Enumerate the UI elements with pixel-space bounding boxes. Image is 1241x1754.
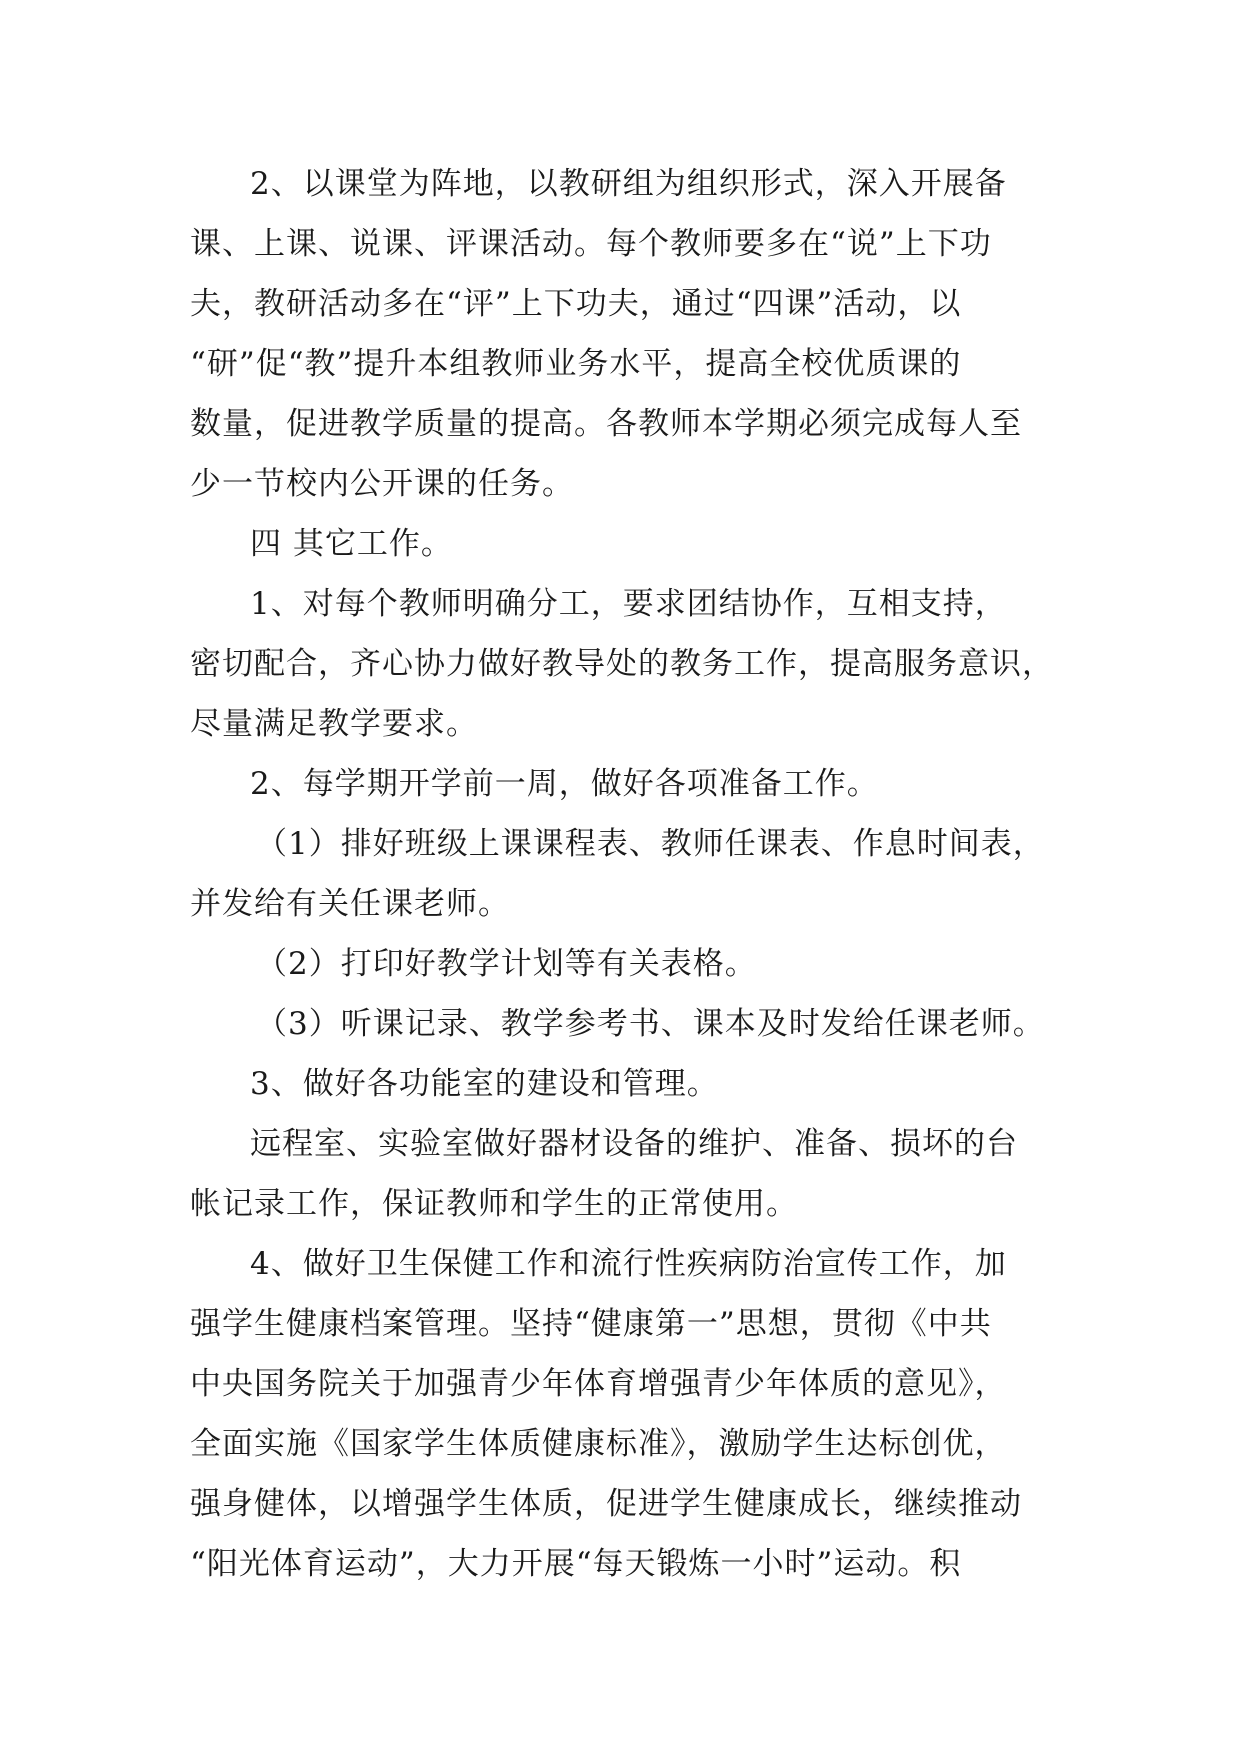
text-line: “阳光体育运动”，大力开展“每天锻炼一小时”运动。积: [190, 1546, 962, 1582]
text-line: 3、做好各功能室的建设和管理。: [250, 1066, 719, 1102]
text-line: 远程室、实验室做好器材设备的维护、准备、损坏的台: [250, 1126, 1018, 1162]
section-heading: 四 其它工作。: [250, 526, 453, 562]
text-line: 1、对每个教师明确分工，要求团结协作，互相支持，: [250, 586, 1007, 622]
text-line: 2、每学期开学前一周，做好各项准备工作。: [250, 766, 879, 802]
text-line: 全面实施《国家学生体质健康标准》，激励学生达标创优，: [190, 1426, 1007, 1462]
body-text: [190, 154, 1054, 1594]
text-line: 尽量满足教学要求。: [190, 706, 478, 742]
text-line: 强身健体，以增强学生体质，促进学生健康成长，继续推动: [190, 1486, 1022, 1522]
text-line: 数量，促进教学质量的提高。各教师本学期必须完成每人至: [190, 406, 1022, 442]
text-line: 4、做好卫生保健工作和流行性疾病防治宣传工作，加: [250, 1246, 1007, 1282]
text-line: 2、以课堂为阵地，以教研组为组织形式，深入开展备: [250, 166, 1007, 202]
text-line: 强学生健康档案管理。坚持“健康第一”思想，贯彻《中共: [190, 1306, 992, 1342]
text-line: 课、上课、说课、评课活动。每个教师要多在“说”上下功: [190, 226, 992, 262]
text-line: 密切配合，齐心协力做好教导处的教务工作，提高服务意识，: [190, 646, 1054, 682]
text-line: “研”促“教”提升本组教师业务水平，提高全校优质课的: [190, 346, 962, 382]
text-line: （2）打印好教学计划等有关表格。: [256, 946, 757, 982]
text-line: 帐记录工作，保证教师和学生的正常使用。: [190, 1186, 798, 1222]
text-line: （3）听课记录、教学参考书、课本及时发给任课老师。: [256, 1006, 1045, 1042]
text-line: 夫，教研活动多在“评”上下功夫，通过“四课”活动，以: [190, 286, 962, 322]
text-line: 中央国务院关于加强青少年体育增强青少年体质的意见》，: [190, 1366, 1007, 1402]
text-line: （1）排好班级上课课程表、教师任课表、作息时间表，: [256, 826, 1045, 862]
text-line: 并发给有关任课老师。: [190, 886, 510, 922]
text-line: 少一节校内公开课的任务。: [190, 466, 574, 502]
